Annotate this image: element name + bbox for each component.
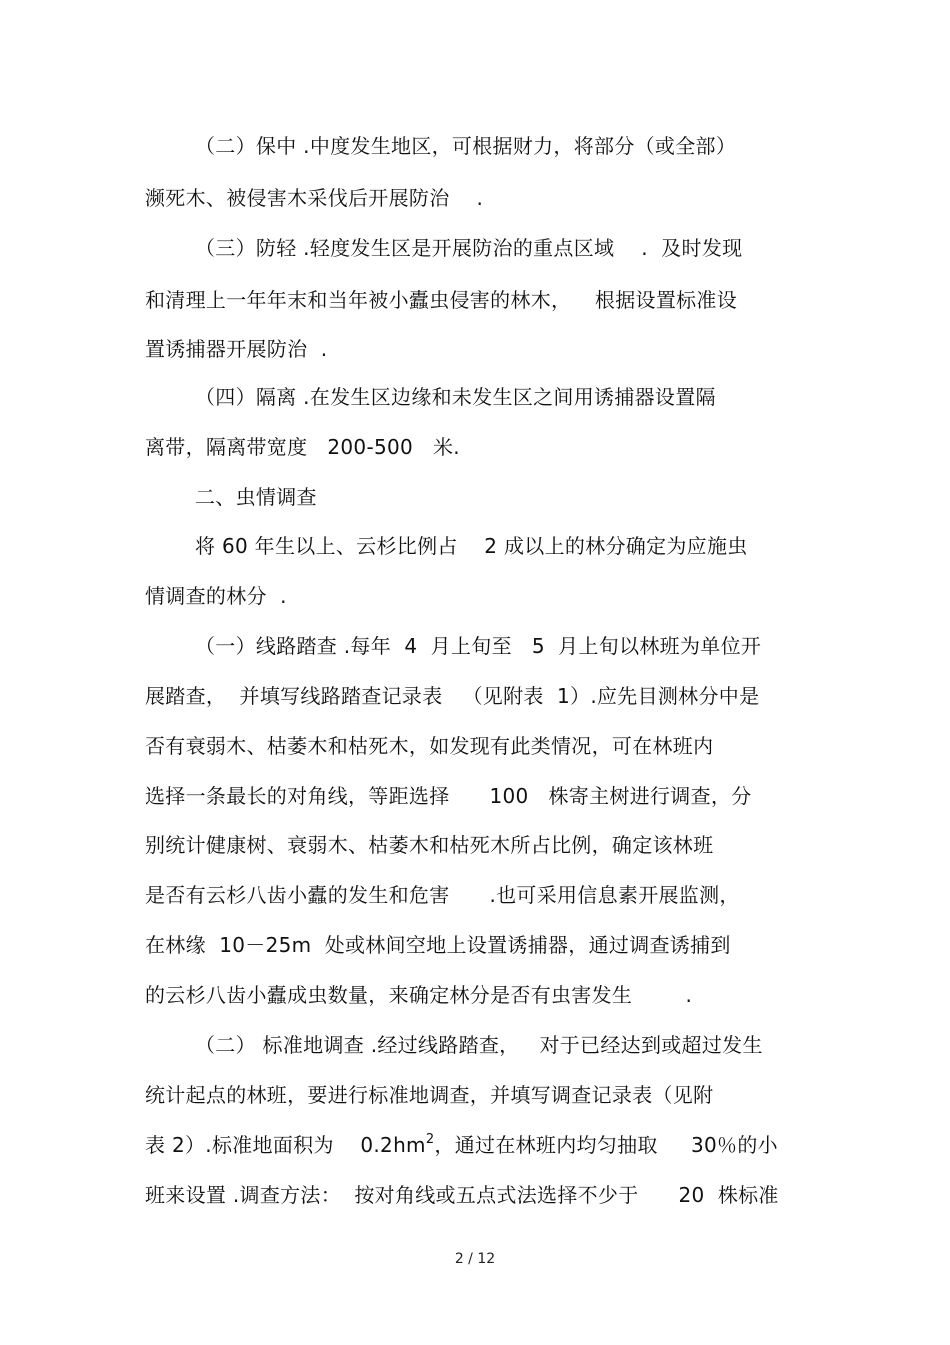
text-line: 置诱捕器开展防治 . xyxy=(145,337,328,361)
text-line: 否有衰弱木、枯萎木和枯死木，如发现有此类情况，可在林班内 xyxy=(145,734,714,758)
text-line: 的云杉八齿小蠹成虫数量，来确定林分是否有虫害发生 . xyxy=(145,983,693,1007)
text-line: （三）防轻 .轻度发生区是开展防治的重点区域 . 及时发现 xyxy=(195,236,743,260)
text-segment: ，通过在林班内均匀抽取 30％的小 xyxy=(434,1133,778,1157)
text-line: 离带，隔离带宽度 200-500 米. xyxy=(145,435,460,459)
page-number: 2 / 12 xyxy=(454,1251,496,1267)
text-line: 班来设置 .调查方法： 按对角线或五点式法选择不少于 20 株标准 xyxy=(145,1183,779,1207)
text-line: （四）隔离 .在发生区边缘和未发生区之间用诱捕器设置隔 xyxy=(195,385,716,409)
text-line: 是否有云杉八齿小蠹的发生和危害 .也可采用信息素开展监测， xyxy=(145,883,740,907)
text-line: 别统计健康树、衰弱木、枯萎木和枯死木所占比例，确定该林班 xyxy=(145,833,714,857)
text-segment: 表 2）.标准地面积为 0.2hm xyxy=(145,1133,426,1157)
text-line xyxy=(145,1132,778,1162)
text-line: 统计起点的林班，要进行标准地调查，并填写调查记录表（见附 xyxy=(145,1083,714,1107)
text-line: （二）保中 .中度发生地区，可根据财力，将部分（或全部） xyxy=(195,134,737,158)
text-line: 濒死木、被侵害木采伐后开展防治 . xyxy=(145,186,484,210)
text-line: 选择一条最长的对角线，等距选择 100 株寄主树进行调查，分 xyxy=(145,784,752,808)
text-line: 展踏查， 并填写线路踏查记录表 （见附表 1）.应先目测林分中是 xyxy=(145,684,760,708)
text-line: （一）线路踏查 .每年 4 月上旬至 5 月上旬以林班为单位开 xyxy=(195,634,762,658)
section-heading: 二、虫情调查 xyxy=(195,485,317,509)
text-line: 将 60 年生以上、云杉比例占 2 成以上的林分确定为应施虫 xyxy=(195,534,748,558)
text-line: 情调查的林分 . xyxy=(145,584,287,608)
text-line: 和清理上一年年末和当年被小蠹虫侵害的林木， 根据设置标准设 xyxy=(145,288,738,312)
superscript-text: 2 xyxy=(425,1132,435,1147)
text-line: 在林缘 10－25m 处或林间空地上设置诱捕器，通过调查诱捕到 xyxy=(145,933,731,957)
text-line: （二） 标准地调查 .经过线路踏查， 对于已经达到或超过发生 xyxy=(195,1033,763,1057)
